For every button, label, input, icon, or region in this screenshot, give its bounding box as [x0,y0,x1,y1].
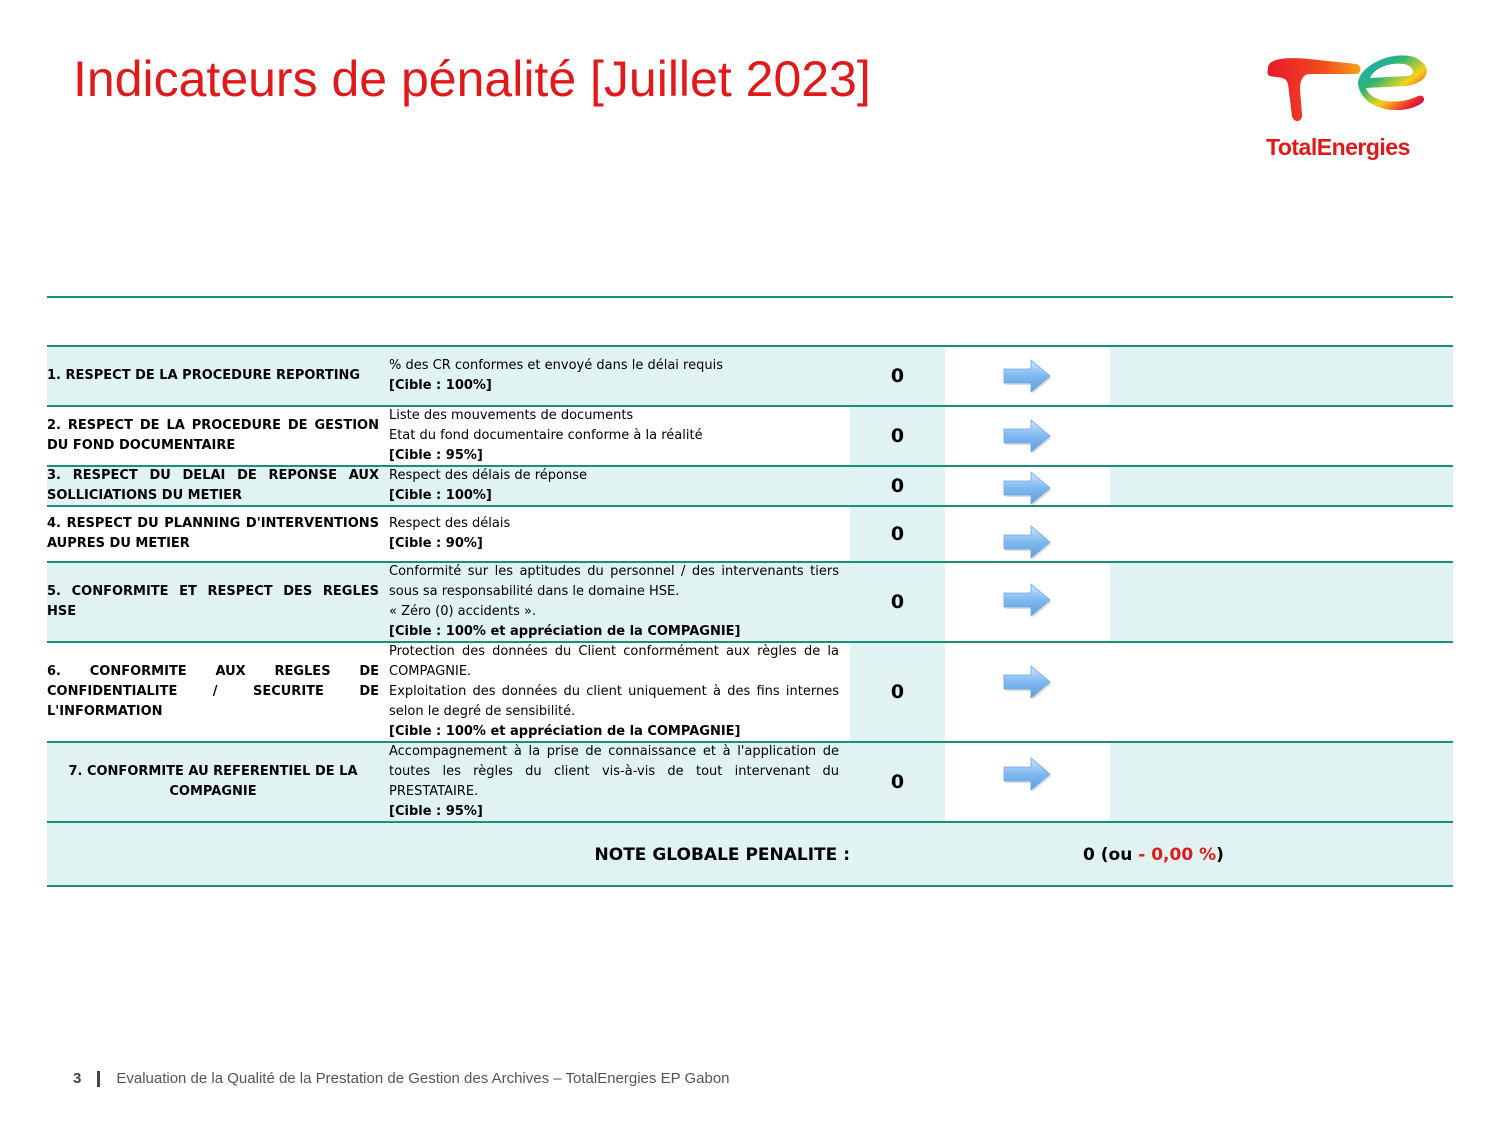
indicator-target: [Cible : 90%] [389,536,483,551]
indicator-name-text: 4. RESPECT DU PLANNING D'INTERVENTIONS AUPRES DU METIER [47,516,379,551]
comment-cell [1110,743,1453,821]
total-suffix: ) [1216,845,1224,865]
indicator-score: 0 [850,467,945,505]
indicator-score: 0 [850,563,945,641]
footer [73,1070,730,1087]
total-percentage: - 0,00 % [1138,845,1217,865]
comment-cell [1110,643,1453,741]
page-number: 3 [73,1070,82,1087]
indicator-name-text: 6. CONFORMITE AUX REGLES DE CONFIDENTIALITE / SECURITE DE L'INFORMATION [47,664,379,719]
indicator-name-text: 5. CONFORMITE ET RESPECT DES REGLES HSE [47,584,379,619]
comment-cell [1110,467,1453,505]
trend-cell [945,507,1110,561]
total-label: NOTE GLOBALE PENALITE : [594,845,850,865]
indicator-name-text: 3. RESPECT DU DELAI DE REPONSE AUX SOLLICIATIONS DU METIER [47,468,379,503]
footer-text: Evaluation de la Qualité de la Prestation de Gestion des Archives – TotalEnergies EP Gabon [116,1070,730,1087]
arrow-right-icon [1001,523,1053,563]
description-line: Respect des délais [389,516,511,531]
arrow-right-icon [1001,755,1053,795]
indicator-description [389,743,839,821]
description-line: Accompagnement à la prise de connaissance et à l'application de toutes les règles du client vis-à-vis de tout intervenant du PRESTATAIRE. [389,744,839,799]
trend-cell [945,347,1110,405]
indicator-target: [Cible : 100%] [389,488,492,503]
indicator-description [389,507,839,561]
table-row [47,465,1453,505]
description-line: Liste des mouvements de documents [389,408,634,423]
table-row [47,505,1453,561]
description-line: % des CR conformes et envoyé dans le délai requis [389,358,723,373]
comment-cell [1110,407,1453,465]
indicator-score: 0 [850,407,945,465]
description-line: Conformité sur les aptitudes du personnel / des intervenants tiers sous sa responsabilité dans le domaine HSE. [389,564,839,599]
indicator-score: 0 [850,347,945,405]
trend-cell [945,643,1110,741]
indicator-description [389,643,839,741]
indicator-description [389,407,839,465]
footer-separator [97,1071,100,1087]
arrow-right-icon [1001,663,1053,703]
total-value [1083,823,1224,887]
trend-cell [945,467,1110,505]
indicator-score: 0 [850,643,945,741]
logo-wordmark: TotalEnergies [1266,134,1410,160]
description-line: Protection des données du Client conformément aux règles de la COMPAGNIE. [389,644,839,679]
indicator-description [389,347,839,405]
description-line: Exploitation des données du client uniquement à des fins internes selon le degré de sensibilité. [389,684,839,719]
total-score: 0 (ou [1083,845,1133,865]
indicator-name [47,407,379,465]
total-row [47,821,1453,887]
indicator-description [389,467,839,505]
indicator-name [47,467,379,505]
trend-cell [945,563,1110,641]
indicator-target: [Cible : 100% et appréciation de la COMPAGNIE] [389,724,741,739]
arrow-right-icon [1001,581,1053,621]
indicator-name-text: 1. RESPECT DE LA PROCEDURE REPORTING [47,368,361,383]
indicator-score: 0 [850,507,945,561]
table-row [47,561,1453,641]
indicator-description [389,563,839,641]
comment-cell [1110,507,1453,561]
trend-cell [945,407,1110,465]
table-row [47,741,1453,821]
table-row [47,641,1453,741]
indicator-score: 0 [850,743,945,821]
description-line: « Zéro (0) accidents ». [389,604,537,619]
description-line: Respect des délais de réponse [389,468,588,483]
indicator-target: [Cible : 95%] [389,448,483,463]
trend-cell [945,743,1110,821]
comment-cell [1110,347,1453,405]
indicator-target: [Cible : 95%] [389,804,483,819]
indicator-name [47,347,379,405]
table-row [47,405,1453,465]
indicator-name-text: 2. RESPECT DE LA PROCEDURE DE GESTION DU FOND DOCUMENTAIRE [47,418,379,453]
page-title: Indicateurs de pénalité [Juillet 2023] [73,51,871,107]
indicator-name [47,507,379,561]
table-row [47,345,1453,405]
indicator-name [47,743,379,821]
penalty-table [47,345,1453,887]
description-line: Etat du fond documentaire conforme à la réalité [389,428,703,443]
indicator-target: [Cible : 100%] [389,378,492,393]
arrow-right-icon [1001,357,1053,397]
arrow-right-icon [1001,417,1053,457]
indicator-target: [Cible : 100% et appréciation de la COMPAGNIE] [389,624,741,639]
indicator-name-text: 7. CONFORMITE AU REFERENTIEL DE LA COMPAGNIE [68,764,358,799]
arrow-right-icon [1001,469,1053,509]
divider [47,296,1453,298]
indicator-name [47,563,379,641]
indicator-name [47,643,379,741]
comment-cell [1110,563,1453,641]
